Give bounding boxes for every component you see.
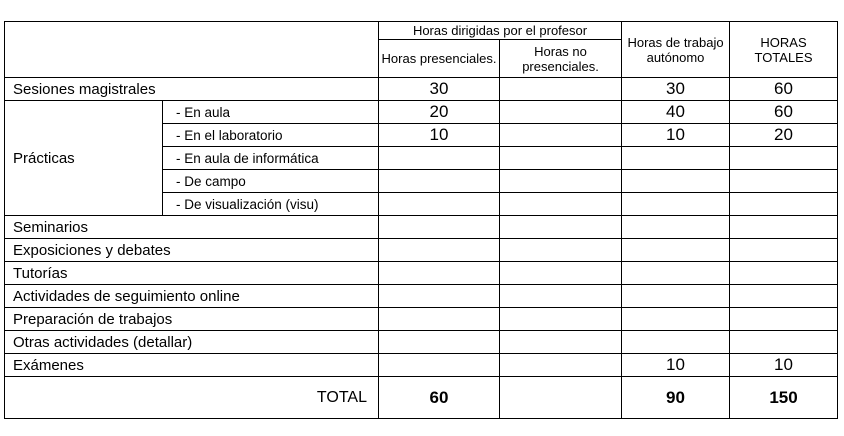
cell-autonomo: 10 (622, 124, 730, 147)
cell-no-presenciales (500, 101, 622, 124)
cell-total (730, 193, 838, 216)
row-label: Exámenes (5, 354, 379, 377)
header-group: Horas dirigidas por el profesor (379, 22, 622, 40)
cell-total (730, 262, 838, 285)
header-presenciales: Horas presenciales. (379, 40, 500, 78)
cell-autonomo (622, 308, 730, 331)
cell-autonomo: 40 (622, 101, 730, 124)
subrow-label: - En aula de informática (163, 147, 379, 170)
total-presenciales: 60 (379, 377, 500, 419)
cell-no-presenciales (500, 308, 622, 331)
subrow-label: - De visualización (visu) (163, 193, 379, 216)
cell-no-presenciales (500, 124, 622, 147)
cell-presenciales (379, 193, 500, 216)
subrow-label: - En aula (163, 101, 379, 124)
total-label: TOTAL (5, 377, 379, 419)
subrow-label: - En el laboratorio (163, 124, 379, 147)
cell-total (730, 285, 838, 308)
cell-presenciales (379, 331, 500, 354)
cell-no-presenciales (500, 193, 622, 216)
cell-presenciales (379, 262, 500, 285)
cell-autonomo (622, 216, 730, 239)
header-autonomo: Horas de trabajo autónomo (622, 22, 730, 78)
cell-autonomo (622, 170, 730, 193)
cell-no-presenciales (500, 147, 622, 170)
hours-table (4, 21, 838, 419)
cell-total: 10 (730, 354, 838, 377)
cell-no-presenciales (500, 285, 622, 308)
cell-autonomo: 10 (622, 354, 730, 377)
cell-no-presenciales (500, 331, 622, 354)
cell-total: 20 (730, 124, 838, 147)
cell-autonomo (622, 193, 730, 216)
row-label: Seminarios (5, 216, 379, 239)
total-total: 150 (730, 377, 838, 419)
cell-presenciales (379, 285, 500, 308)
cell-autonomo (622, 147, 730, 170)
cell-autonomo (622, 285, 730, 308)
cell-autonomo: 30 (622, 78, 730, 101)
cell-total: 60 (730, 78, 838, 101)
cell-total: 60 (730, 101, 838, 124)
cell-autonomo (622, 239, 730, 262)
cell-total (730, 170, 838, 193)
total-no-presenciales (500, 377, 622, 419)
cell-presenciales (379, 216, 500, 239)
header-empty-cell (5, 22, 379, 78)
cell-no-presenciales (500, 354, 622, 377)
cell-total (730, 216, 838, 239)
cell-presenciales (379, 147, 500, 170)
row-label: Exposiciones y debates (5, 239, 379, 262)
cell-presenciales (379, 308, 500, 331)
subrow-label: - De campo (163, 170, 379, 193)
cell-total (730, 308, 838, 331)
header-no-presenciales: Horas no presenciales. (500, 40, 622, 78)
cell-no-presenciales (500, 216, 622, 239)
cell-total (730, 239, 838, 262)
row-label-practicas: Prácticas (5, 101, 163, 216)
cell-total (730, 147, 838, 170)
row-label: Sesiones magistrales (5, 78, 379, 101)
cell-autonomo (622, 262, 730, 285)
header-totales: HORAS TOTALES (730, 22, 838, 78)
row-label: Actividades de seguimiento online (5, 285, 379, 308)
row-label: Otras actividades (detallar) (5, 331, 379, 354)
cell-presenciales: 30 (379, 78, 500, 101)
cell-no-presenciales (500, 262, 622, 285)
cell-total (730, 331, 838, 354)
cell-presenciales (379, 239, 500, 262)
row-label: Tutorías (5, 262, 379, 285)
cell-presenciales (379, 354, 500, 377)
row-label: Preparación de trabajos (5, 308, 379, 331)
total-autonomo: 90 (622, 377, 730, 419)
cell-no-presenciales (500, 78, 622, 101)
cell-presenciales: 10 (379, 124, 500, 147)
cell-presenciales: 20 (379, 101, 500, 124)
cell-presenciales (379, 170, 500, 193)
cell-no-presenciales (500, 170, 622, 193)
cell-autonomo (622, 331, 730, 354)
cell-no-presenciales (500, 239, 622, 262)
